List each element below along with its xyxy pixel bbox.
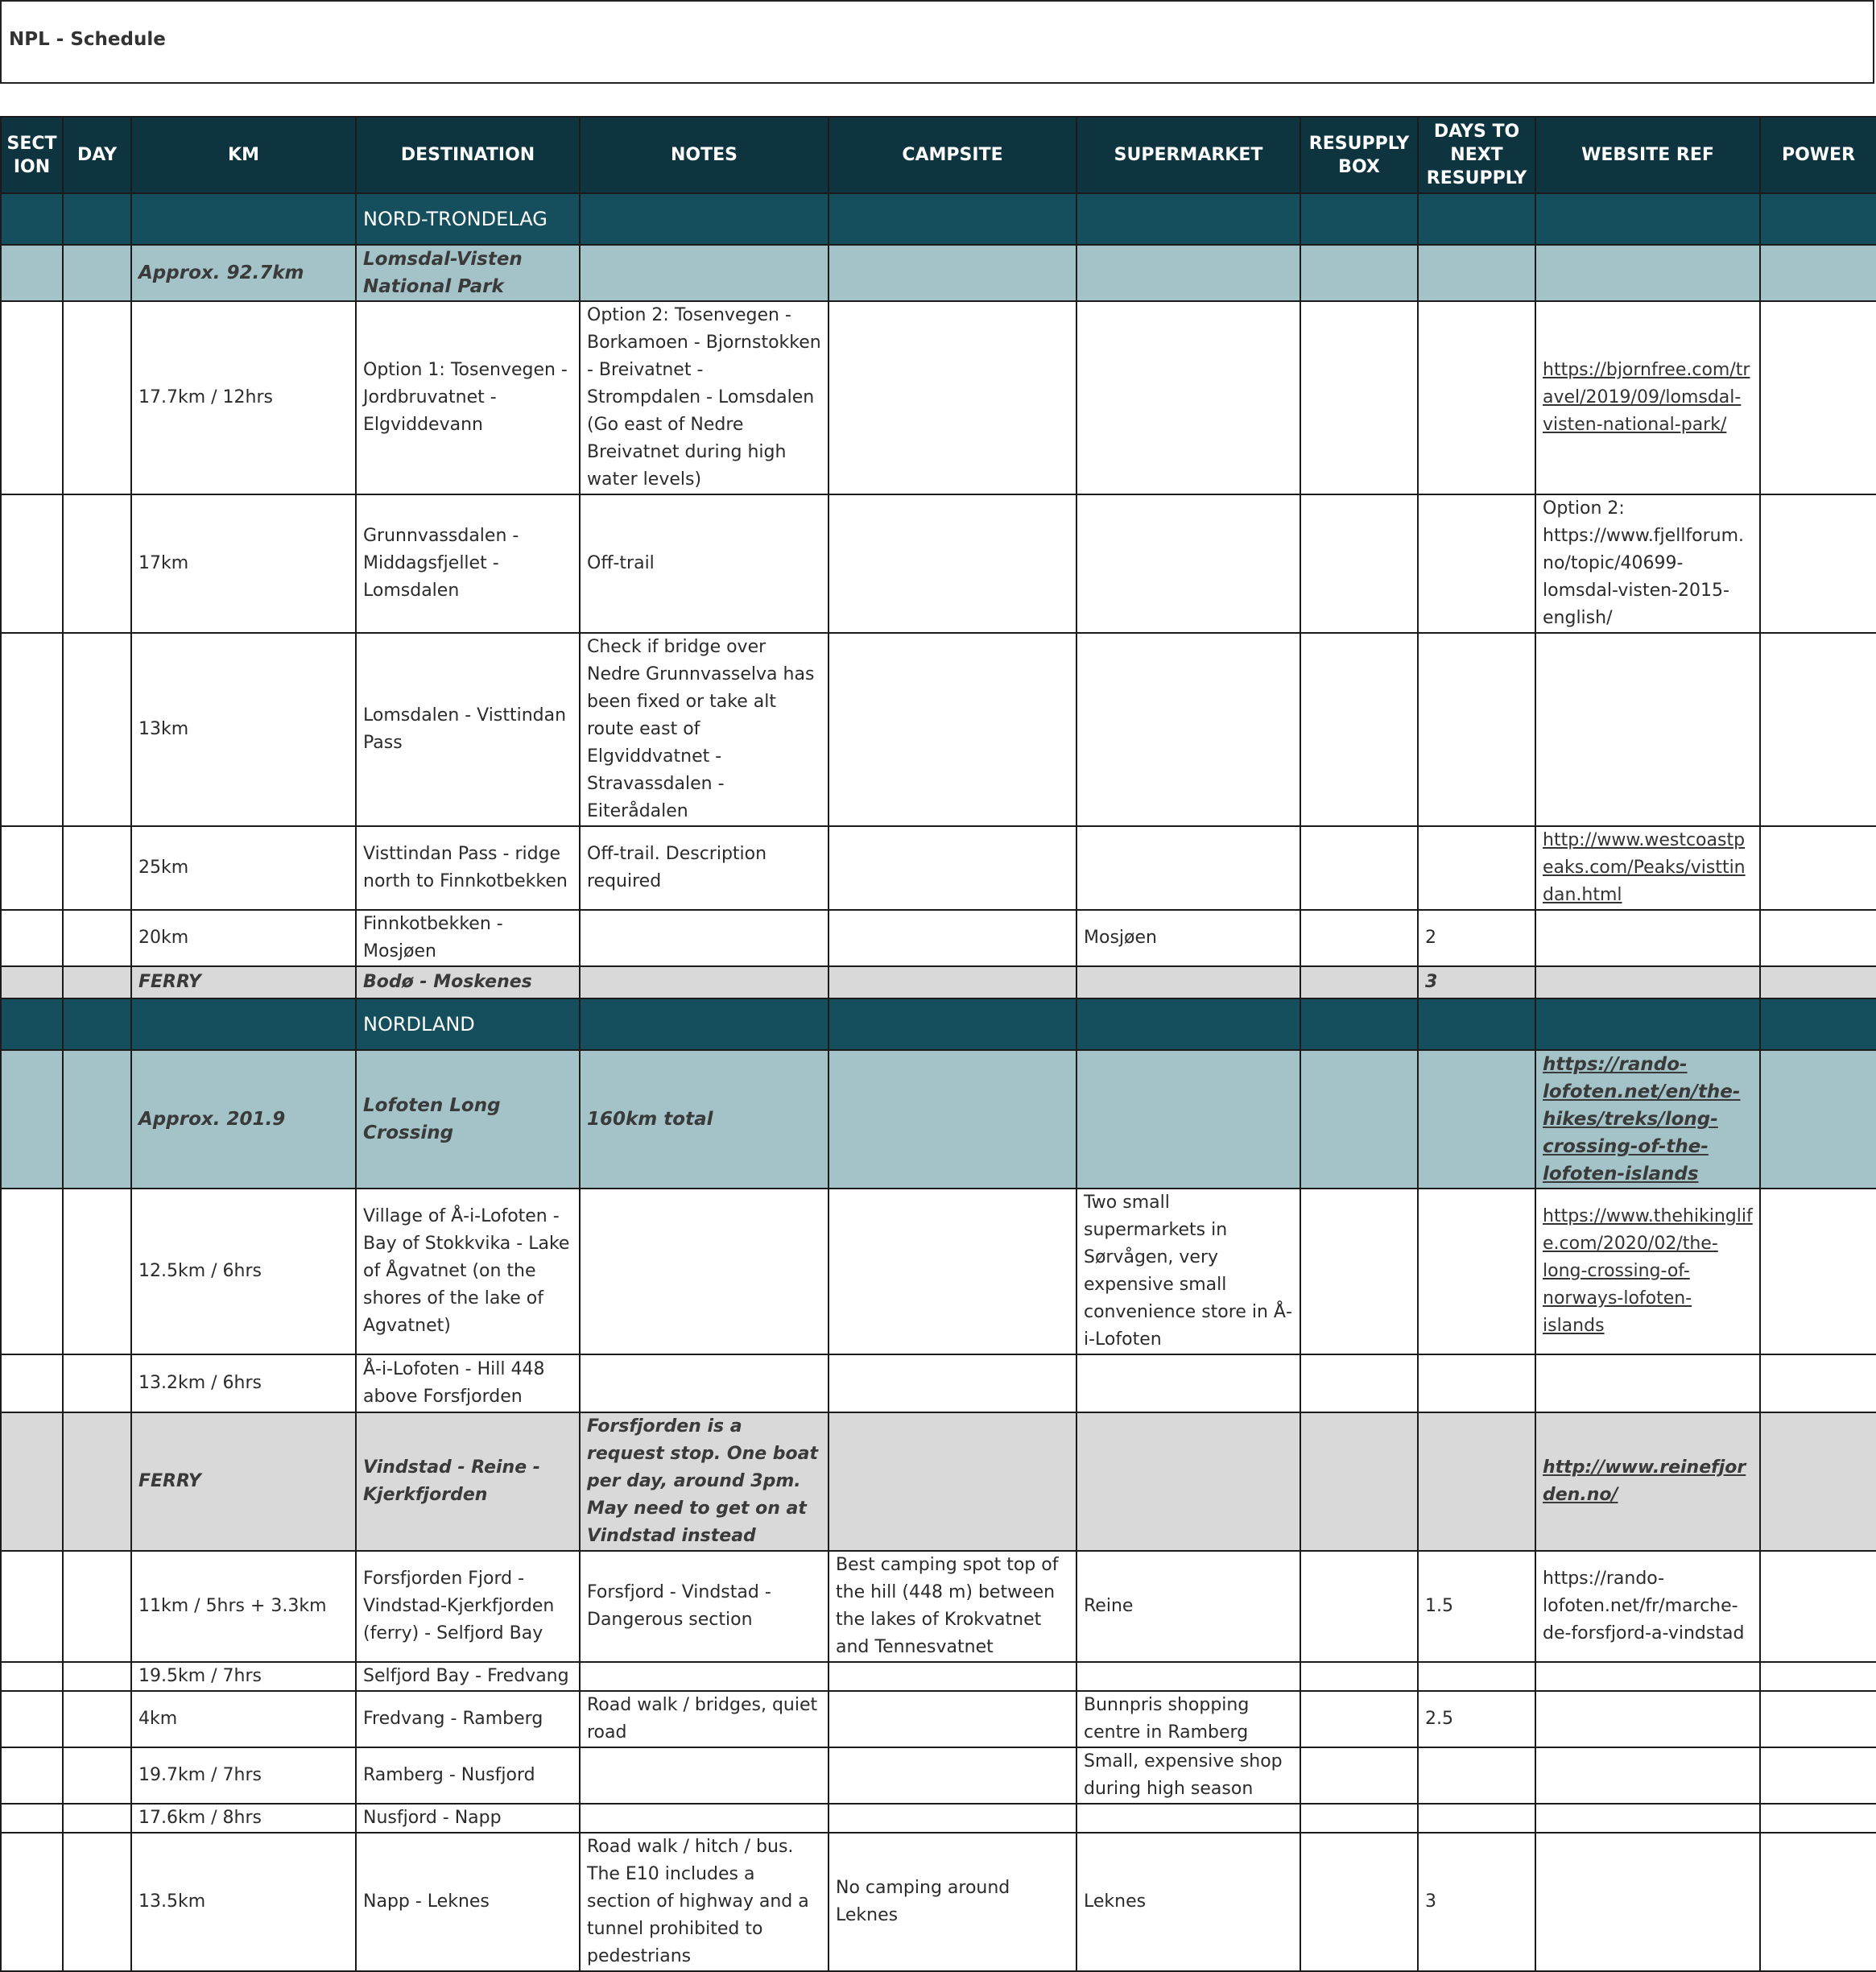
cell-supermarket — [1076, 998, 1300, 1050]
cell-destination: Nusfjord - Napp — [356, 1804, 580, 1833]
cell-km — [131, 193, 356, 245]
cell-campsite — [828, 1804, 1076, 1833]
cell-supermarket: Two small supermarkets in Sørvågen, very expensive small convenience store in Å-i-Lofoten — [1076, 1189, 1300, 1354]
cell-days — [1418, 245, 1535, 301]
cell-days: 3 — [1418, 966, 1535, 998]
cell-supermarket: Bunnpris shopping centre in Ramberg — [1076, 1691, 1300, 1747]
cell-km: Approx. 92.7km — [131, 245, 356, 301]
cell-campsite — [828, 1354, 1076, 1412]
cell-section — [1, 1662, 63, 1691]
cell-power — [1760, 1691, 1876, 1747]
cell-power — [1760, 826, 1876, 910]
cell-website[interactable]: https://www.thehikinglife.com/2020/02/the-long-crossing-of-norways-lofoten-islands — [1535, 1189, 1760, 1354]
cell-section — [1, 1833, 63, 1971]
cell-days — [1418, 1189, 1535, 1354]
cell-resupply-box — [1300, 1412, 1418, 1551]
cell-supermarket — [1076, 633, 1300, 826]
header-row — [1, 117, 1876, 193]
cell-days — [1418, 826, 1535, 910]
cell-km: FERRY — [131, 1412, 356, 1551]
cell-km: 13.5km — [131, 1833, 356, 1971]
cell-destination: Village of Å-i-Lofoten - Bay of Stokkvika - Lake of Ågvatnet (on the shores of the lake of Agvatnet) — [356, 1189, 580, 1354]
cell-destination: Grunnvassdalen - Middagsfjellet - Lomsdalen — [356, 494, 580, 633]
cell-website — [1535, 245, 1760, 301]
cell-days: 3 — [1418, 1833, 1535, 1971]
cell-day — [63, 245, 131, 301]
cell-power — [1760, 1833, 1876, 1971]
cell-website: Option 2: https://www.fjellforum.no/topic/40699-lomsdal-visten-2015-english/ — [1535, 494, 1760, 633]
cell-day — [63, 1747, 131, 1804]
cell-destination: Lomsdal-Visten National Park — [356, 245, 580, 301]
table-row — [1, 494, 1876, 633]
cell-website — [1535, 1662, 1760, 1691]
cell-notes: Off-trail — [580, 494, 828, 633]
cell-power — [1760, 245, 1876, 301]
schedule-body — [1, 193, 1876, 1971]
cell-notes: Forsfjorden is a request stop. One boat per day, around 3pm. May need to get on at Vindstad instead — [580, 1412, 828, 1551]
cell-km: 19.7km / 7hrs — [131, 1747, 356, 1804]
cell-days — [1418, 1412, 1535, 1551]
title-box — [0, 0, 1874, 84]
cell-power — [1760, 1662, 1876, 1691]
cell-days — [1418, 633, 1535, 826]
cell-notes — [580, 1189, 828, 1354]
cell-destination: Fredvang - Ramberg — [356, 1691, 580, 1747]
cell-website — [1535, 1833, 1760, 1971]
cell-supermarket — [1076, 301, 1300, 494]
cell-day — [63, 1804, 131, 1833]
cell-supermarket — [1076, 1412, 1300, 1551]
cell-day — [63, 1833, 131, 1971]
cell-resupply-box — [1300, 301, 1418, 494]
cell-website[interactable]: http://www.reinefjorden.no/ — [1535, 1412, 1760, 1551]
cell-notes — [580, 910, 828, 966]
cell-destination: NORDLAND — [356, 998, 580, 1050]
cell-power — [1760, 998, 1876, 1050]
cell-notes — [580, 1662, 828, 1691]
cell-resupply-box — [1300, 1747, 1418, 1804]
cell-notes: Road walk / bridges, quiet road — [580, 1691, 828, 1747]
cell-day — [63, 494, 131, 633]
region-row — [1, 193, 1876, 245]
col-header-days-to-next-resupply: DAYS TO NEXT RESUPPLY — [1418, 117, 1535, 193]
cell-campsite — [828, 633, 1076, 826]
cell-notes — [580, 998, 828, 1050]
cell-section — [1, 633, 63, 826]
cell-km: 25km — [131, 826, 356, 910]
cell-campsite — [828, 1662, 1076, 1691]
cell-power — [1760, 910, 1876, 966]
cell-km: 17.6km / 8hrs — [131, 1804, 356, 1833]
cell-section — [1, 1354, 63, 1412]
cell-notes: Forsfjord - Vindstad - Dangerous section — [580, 1551, 828, 1662]
table-row — [1, 1747, 1876, 1804]
cell-campsite — [828, 1050, 1076, 1189]
cell-days — [1418, 1050, 1535, 1189]
cell-day — [63, 1354, 131, 1412]
cell-day — [63, 1050, 131, 1189]
cell-supermarket — [1076, 494, 1300, 633]
col-header-section: SECT ION — [1, 117, 63, 193]
cell-supermarket: Mosjøen — [1076, 910, 1300, 966]
cell-destination: Ramberg - Nusfjord — [356, 1747, 580, 1804]
cell-day — [63, 826, 131, 910]
cell-supermarket — [1076, 245, 1300, 301]
cell-km: Approx. 201.9 — [131, 1050, 356, 1189]
col-header-day: DAY — [63, 117, 131, 193]
ferry-row — [1, 966, 1876, 998]
cell-resupply-box — [1300, 1662, 1418, 1691]
cell-supermarket: Leknes — [1076, 1833, 1300, 1971]
cell-supermarket — [1076, 1050, 1300, 1189]
cell-destination: Lomsdalen - Visttindan Pass — [356, 633, 580, 826]
cell-supermarket: Small, expensive shop during high season — [1076, 1747, 1300, 1804]
table-row — [1, 301, 1876, 494]
cell-section — [1, 1551, 63, 1662]
cell-campsite — [828, 1691, 1076, 1747]
cell-resupply-box — [1300, 1804, 1418, 1833]
cell-resupply-box — [1300, 826, 1418, 910]
cell-days — [1418, 1804, 1535, 1833]
cell-campsite: Best camping spot top of the hill (448 m) between the lakes of Krokvatnet and Tennesvatnet — [828, 1551, 1076, 1662]
cell-days — [1418, 1662, 1535, 1691]
cell-km: 17km — [131, 494, 356, 633]
cell-destination: Lofoten Long Crossing — [356, 1050, 580, 1189]
cell-resupply-box — [1300, 998, 1418, 1050]
cell-website[interactable]: https://rando-lofoten.net/en/the-hikes/treks/long-crossing-of-the-lofoten-islands — [1535, 1050, 1760, 1189]
cell-website — [1535, 633, 1760, 826]
cell-section — [1, 1050, 63, 1189]
cell-destination: Å-i-Lofoten - Hill 448 above Forsfjorden — [356, 1354, 580, 1412]
col-header-supermarket: SUPERMARKET — [1076, 117, 1300, 193]
cell-website — [1535, 910, 1760, 966]
cell-campsite — [828, 245, 1076, 301]
cell-day — [63, 910, 131, 966]
cell-km — [131, 998, 356, 1050]
cell-notes: Off-trail. Description required — [580, 826, 828, 910]
cell-power — [1760, 1050, 1876, 1189]
cell-campsite — [828, 301, 1076, 494]
cell-km: 12.5km / 6hrs — [131, 1189, 356, 1354]
cell-section — [1, 1189, 63, 1354]
table-row — [1, 1189, 1876, 1354]
cell-power — [1760, 1804, 1876, 1833]
table-row — [1, 1551, 1876, 1662]
cell-days — [1418, 494, 1535, 633]
cell-supermarket — [1076, 193, 1300, 245]
cell-notes — [580, 1747, 828, 1804]
cell-km: 11km / 5hrs + 3.3km — [131, 1551, 356, 1662]
cell-website — [1535, 966, 1760, 998]
cell-campsite — [828, 1747, 1076, 1804]
cell-days: 1.5 — [1418, 1551, 1535, 1662]
table-row — [1, 1662, 1876, 1691]
cell-resupply-box — [1300, 633, 1418, 826]
table-row — [1, 1691, 1876, 1747]
cell-notes — [580, 1354, 828, 1412]
cell-days — [1418, 193, 1535, 245]
cell-days: 2.5 — [1418, 1691, 1535, 1747]
cell-section — [1, 1804, 63, 1833]
table-row — [1, 826, 1876, 910]
cell-section — [1, 910, 63, 966]
cell-supermarket — [1076, 1662, 1300, 1691]
cell-destination: Vindstad - Reine - Kjerkfjorden — [356, 1412, 580, 1551]
cell-km: 20km — [131, 910, 356, 966]
cell-campsite: No camping around Leknes — [828, 1833, 1076, 1971]
table-row — [1, 1804, 1876, 1833]
table-row — [1, 1833, 1876, 1971]
cell-section — [1, 998, 63, 1050]
cell-campsite — [828, 494, 1076, 633]
cell-destination: Option 1: Tosenvegen - Jordbruvatnet - Elgviddevann — [356, 301, 580, 494]
cell-days — [1418, 1354, 1535, 1412]
cell-resupply-box — [1300, 1189, 1418, 1354]
cell-days: 2 — [1418, 910, 1535, 966]
cell-resupply-box — [1300, 1354, 1418, 1412]
cell-section — [1, 193, 63, 245]
cell-resupply-box — [1300, 1551, 1418, 1662]
cell-supermarket — [1076, 1354, 1300, 1412]
cell-destination: Bodø - Moskenes — [356, 966, 580, 998]
cell-notes: Check if bridge over Nedre Grunnvasselva has been fixed or take alt route east of Elgviddvatnet - Stravassdalen - Eiterådalen — [580, 633, 828, 826]
cell-km: 13.2km / 6hrs — [131, 1354, 356, 1412]
col-header-campsite: CAMPSITE — [828, 117, 1076, 193]
cell-notes — [580, 245, 828, 301]
cell-day — [63, 633, 131, 826]
region-row — [1, 998, 1876, 1050]
ferry-row — [1, 1412, 1876, 1551]
col-header-power: POWER — [1760, 117, 1876, 193]
col-header-notes: NOTES — [580, 117, 828, 193]
cell-power — [1760, 301, 1876, 494]
cell-resupply-box — [1300, 1833, 1418, 1971]
cell-website — [1535, 193, 1760, 245]
cell-resupply-box — [1300, 494, 1418, 633]
cell-destination: Napp - Leknes — [356, 1833, 580, 1971]
cell-section — [1, 826, 63, 910]
cell-supermarket — [1076, 966, 1300, 998]
cell-day — [63, 998, 131, 1050]
cell-supermarket — [1076, 826, 1300, 910]
schedule-table — [0, 116, 1876, 1972]
cell-section — [1, 245, 63, 301]
table-row — [1, 910, 1876, 966]
cell-days — [1418, 301, 1535, 494]
cell-days — [1418, 998, 1535, 1050]
page-title: NPL - Schedule — [9, 29, 166, 50]
cell-resupply-box — [1300, 910, 1418, 966]
cell-day — [63, 1412, 131, 1551]
cell-campsite — [828, 910, 1076, 966]
cell-notes — [580, 1804, 828, 1833]
cell-notes — [580, 193, 828, 245]
cell-campsite — [828, 193, 1076, 245]
cell-km: FERRY — [131, 966, 356, 998]
cell-section — [1, 1691, 63, 1747]
cell-section — [1, 1412, 63, 1551]
cell-day — [63, 301, 131, 494]
cell-resupply-box — [1300, 193, 1418, 245]
cell-section — [1, 494, 63, 633]
cell-campsite — [828, 966, 1076, 998]
cell-day — [63, 1189, 131, 1354]
cell-power — [1760, 1354, 1876, 1412]
cell-notes: 160km total — [580, 1050, 828, 1189]
section-row — [1, 245, 1876, 301]
cell-website[interactable]: http://www.westcoastpeaks.com/Peaks/visttindan.html — [1535, 826, 1760, 910]
cell-website — [1535, 998, 1760, 1050]
cell-website: https://rando-lofoten.net/fr/marche-de-forsfjord-a-vindstad — [1535, 1551, 1760, 1662]
cell-day — [63, 1691, 131, 1747]
cell-section — [1, 966, 63, 998]
cell-destination: Visttindan Pass - ridge north to Finnkotbekken — [356, 826, 580, 910]
cell-supermarket — [1076, 1804, 1300, 1833]
cell-power — [1760, 633, 1876, 826]
cell-power — [1760, 1412, 1876, 1551]
cell-notes: Option 2: Tosenvegen - Borkamoen - Bjornstokken - Breivatnet - Strompdalen - Lomsdalen (Go east of Nedre Breivatnet during high water levels) — [580, 301, 828, 494]
cell-supermarket: Reine — [1076, 1551, 1300, 1662]
cell-website[interactable]: https://bjornfree.com/travel/2019/09/lomsdal-visten-national-park/ — [1535, 301, 1760, 494]
cell-website — [1535, 1354, 1760, 1412]
cell-section — [1, 1747, 63, 1804]
cell-campsite — [828, 826, 1076, 910]
cell-km: 19.5km / 7hrs — [131, 1662, 356, 1691]
cell-km: 17.7km / 12hrs — [131, 301, 356, 494]
cell-resupply-box — [1300, 1050, 1418, 1189]
col-header-resupply-box: RESUPPLY BOX — [1300, 117, 1418, 193]
section-row — [1, 1050, 1876, 1189]
cell-power — [1760, 1747, 1876, 1804]
cell-km: 13km — [131, 633, 356, 826]
cell-campsite — [828, 1412, 1076, 1551]
cell-resupply-box — [1300, 245, 1418, 301]
cell-campsite — [828, 1189, 1076, 1354]
cell-day — [63, 193, 131, 245]
cell-power — [1760, 193, 1876, 245]
col-header-destination: DESTINATION — [356, 117, 580, 193]
cell-destination: Forsfjorden Fjord - Vindstad-Kjerkfjorden (ferry) - Selfjord Bay — [356, 1551, 580, 1662]
cell-km: 4km — [131, 1691, 356, 1747]
cell-website — [1535, 1747, 1760, 1804]
table-row — [1, 633, 1876, 826]
cell-day — [63, 966, 131, 998]
cell-days — [1418, 1747, 1535, 1804]
cell-destination: Selfjord Bay - Fredvang — [356, 1662, 580, 1691]
cell-website — [1535, 1804, 1760, 1833]
cell-day — [63, 1662, 131, 1691]
cell-power — [1760, 494, 1876, 633]
cell-resupply-box — [1300, 966, 1418, 998]
cell-power — [1760, 1189, 1876, 1354]
cell-section — [1, 301, 63, 494]
cell-resupply-box — [1300, 1691, 1418, 1747]
cell-notes — [580, 966, 828, 998]
table-row — [1, 1354, 1876, 1412]
cell-destination: Finnkotbekken - Mosjøen — [356, 910, 580, 966]
cell-power — [1760, 966, 1876, 998]
col-header-website-ref: WEBSITE REF — [1535, 117, 1760, 193]
cell-website — [1535, 1691, 1760, 1747]
col-header-km: KM — [131, 117, 356, 193]
cell-campsite — [828, 998, 1076, 1050]
cell-day — [63, 1551, 131, 1662]
cell-notes: Road walk / hitch / bus. The E10 includes a section of highway and a tunnel prohibited to pedestrians — [580, 1833, 828, 1971]
cell-power — [1760, 1551, 1876, 1662]
cell-destination: NORD-TRONDELAG — [356, 193, 580, 245]
